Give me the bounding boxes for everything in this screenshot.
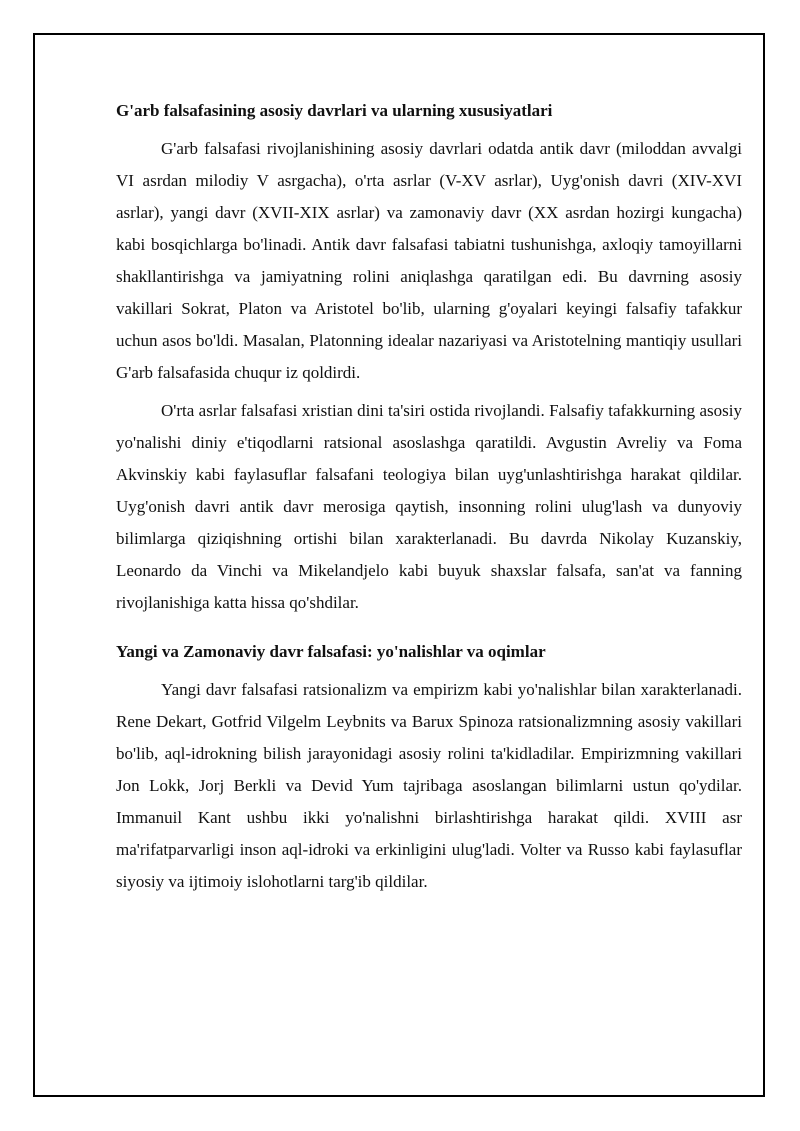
paragraph-modern-period: Yangi davr falsafasi ratsionalizm va empirizm kabi yo'nalishlar bilan xarakterlanadi. Rene Dekart, Gotfrid Vilgelm Leybnits va Barux Spinoza ratsionalizmning asosiy vakillari bo'lib, aql-idrokning bilish jarayonidagi asosiy rolini ta'kidladilar. Empirizmning vakillari Jon Lokk, Jorj Berkli va Devid Yum tajribaga asoslangan bilimlarni ustun qo'ydilar. Immanuil Kant ushbu ikki yo'nalishni birlashtirishga harakat qildi. XVIII asr ma'rifatparvarligi inson aql-idroki va erkinligini ulug'ladi. Volter va Russo kabi faylasuflar siyosiy va ijtimoiy islohotlarni targ'ib qildilar. bbox=[116, 680, 742, 891]
section-heading-modern-philosophy: Yangi va Zamonaviy davr falsafasi: yo'nalishlar va oqimlar bbox=[116, 642, 546, 661]
paragraph-middle-ages-renaissance: O'rta asrlar falsafasi xristian dini ta'siri ostida rivojlandi. Falsafiy tafakkurning asosiy yo'nalishi diniy e'tiqodlarni ratsional asoslashga qaratildi. Avgustin Avreliy va Foma Akvinskiy kabi faylasuflar falsafani teologiya bilan uyg'unlashtirishga harakat qildilar. Uyg'onish davri antik davr merosiga qaytish, insonning rolini ulug'lash va dunyoviy bilimlarga qiziqishning ortishi bilan xarakterlanadi. Bu davrda Nikolay Kuzanskiy, Leonardo da Vinchi va Mikelandjelo kabi buyuk shaxslar falsafa, san'at va fanning rivojlanishiga katta hissa qo'shdilar. bbox=[116, 401, 742, 612]
document-body bbox=[116, 98, 742, 904]
paragraph-antiquity: G'arb falsafasi rivojlanishining asosiy davrlari odatda antik davr (miloddan avvalgi VI asrdan milodiy V asrgacha), o'rta asrlar (V-XV asrlar), Uyg'onish davri (XIV-XVI asrlar), yangi davr (XVII-XIX asrlar) va zamonaviy davr (XX asrdan hozirgi kungacha) kabi bosqichlarga bo'linadi. Antik davr falsafasi tabiatni tushunishga, axloqiy tamoyillarni shakllantirishga va jamiyatning rolini aniqlashga qaratilgan edi. Bu davrning asosiy vakillari Sokrat, Platon va Aristotel bo'lib, ularning g'oyalari keyingi falsafiy tafakkur uchun asos bo'ldi. Masalan, Platonning idealar nazariyasi va Aristotelning mantiqiy usullari G'arb falsafasida chuqur iz qoldirdi. bbox=[116, 139, 742, 382]
section-heading-western-philosophy-periods: G'arb falsafasining asosiy davrlari va ularning xususiyatlari bbox=[116, 101, 553, 120]
